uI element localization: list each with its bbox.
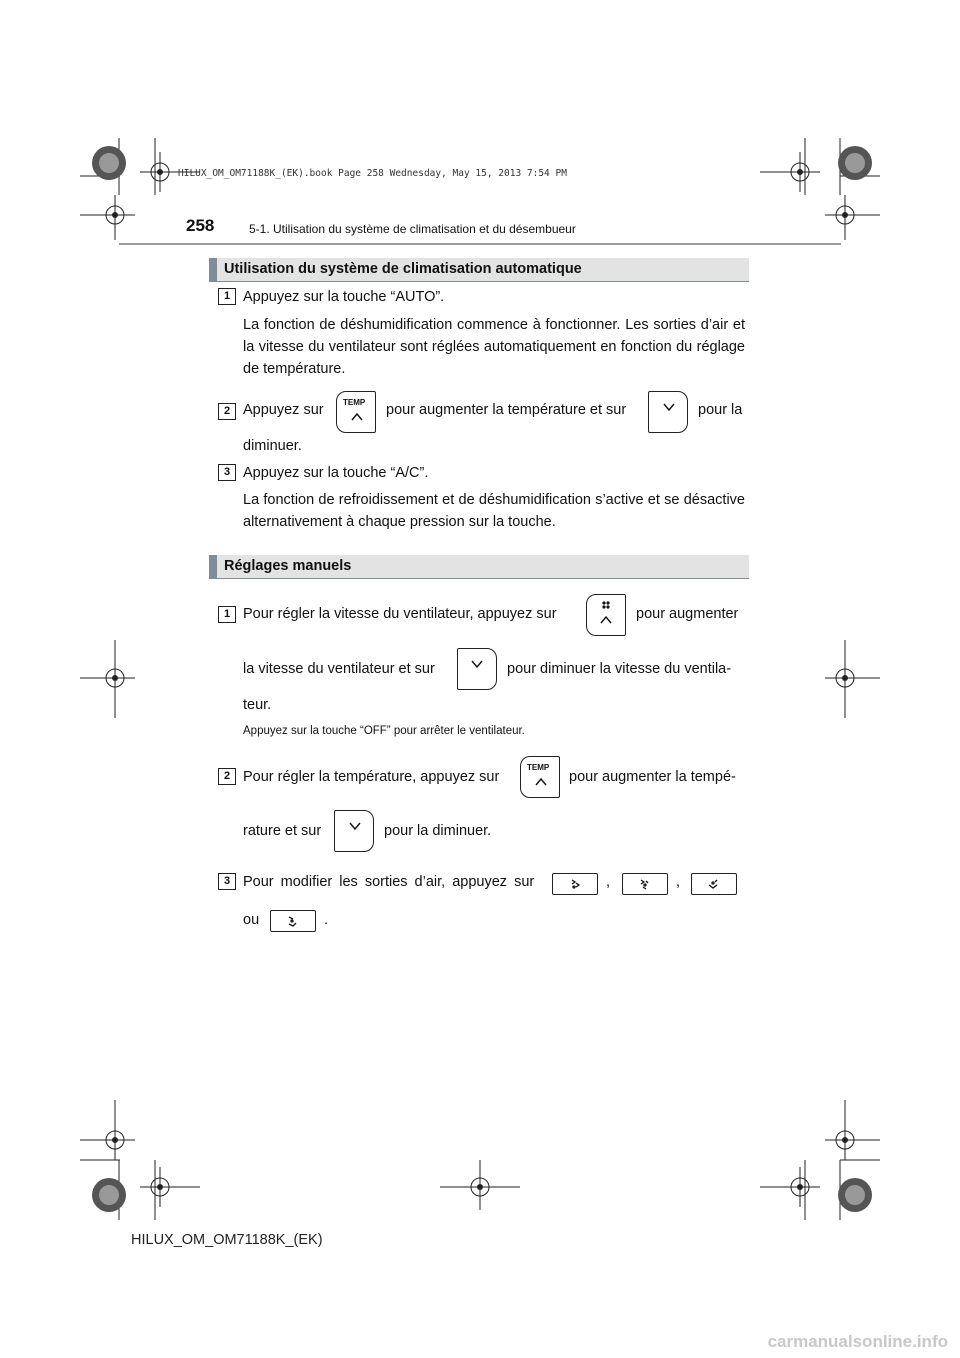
airflow-face-icon <box>552 873 598 895</box>
airflow-feet-windshield-icon <box>270 910 316 932</box>
airflow-bilevel-icon <box>622 873 668 895</box>
step-auto-2-part4: diminuer. <box>243 438 302 454</box>
step-manual-1-part5: teur. <box>243 697 272 713</box>
step-manual-1-note: Appuyez sur la touche “OFF” pour arrêter le ventilateur. <box>243 725 525 737</box>
step-manual-3-sep2: , <box>676 874 681 890</box>
step-auto-3-text: Appuyez sur la touche “A/C”. <box>243 465 429 481</box>
step-auto-1-detail: La fonction de déshumidification commence à fonctionner. Les sorties d’air et la vitesse du ventilateur sont réglées automatiquement en fonction du réglage de température. <box>243 317 745 377</box>
section-auto-header <box>209 258 749 282</box>
step-manual-1-part1: Pour régler la vitesse du ventilateur, appuyez sur <box>243 606 557 622</box>
step-auto-3-number: 3 <box>218 464 236 481</box>
footer-document-id: HILUX_OM_OM71188K_(EK) <box>131 1232 323 1248</box>
step-manual-3-part1: Pour modifier les sorties d’air, appuyez sur <box>243 874 535 890</box>
step-auto-1-text: Appuyez sur la touche “AUTO”. <box>243 289 445 305</box>
step-auto-1-number: 1 <box>218 288 236 305</box>
chapter-title: 5-1. Utilisation du système de climatisation et du désembueur <box>249 222 576 236</box>
step-manual-3-part2: ou <box>243 912 260 928</box>
step-manual-1-number: 1 <box>218 606 236 623</box>
step-auto-2-part2: pour augmenter la température et sur <box>386 402 627 418</box>
step-manual-2-part3: rature et sur <box>243 823 322 839</box>
airflow-feet-icon <box>691 873 737 895</box>
header-rule <box>119 243 841 245</box>
step-auto-3-detail: La fonction de refroidissement et de déshumidification s’active et se désactive alternativement à chaque pression sur la touche. <box>243 492 745 530</box>
temp-label: TEMP <box>343 398 366 407</box>
temp-up-button-icon <box>336 391 376 433</box>
step-manual-1-part3: la vitesse du ventilateur et sur <box>243 661 435 677</box>
step-manual-2-part1: Pour régler la température, appuyez sur <box>243 769 500 785</box>
step-manual-2-part4: pour la diminuer. <box>384 823 492 839</box>
watermark: carmanualsonline.info <box>767 1332 948 1351</box>
temp-label-2: TEMP <box>527 763 550 772</box>
step-manual-2-part2: pour augmenter la tempé- <box>569 769 736 785</box>
step-manual-3-sep1: , <box>606 874 611 890</box>
step-manual-1-part2: pour augmenter <box>636 606 739 622</box>
step-auto-2-number: 2 <box>218 403 236 420</box>
section-auto-title: Utilisation du système de climatisation automatique <box>224 261 582 277</box>
section-manual-header <box>209 555 749 579</box>
section-manual-title: Réglages manuels <box>224 558 352 574</box>
temp-down-button-icon-2 <box>334 810 374 852</box>
step-manual-3-part3: . <box>324 912 329 928</box>
fan-down-button-icon <box>457 648 497 690</box>
temp-up-button-icon-2 <box>520 756 560 798</box>
step-manual-3-number: 3 <box>218 873 236 890</box>
step-auto-2-part3: pour la <box>698 402 743 418</box>
print-header: HILUX_OM_OM71188K_(EK).book Page 258 Wednesday, May 15, 2013 7:54 PM <box>178 168 567 179</box>
page-number: 258 <box>186 216 215 235</box>
step-manual-1-part4: pour diminuer la vitesse du ventila- <box>507 661 732 677</box>
temp-down-button-icon <box>648 391 688 433</box>
fan-up-button-icon <box>586 594 626 636</box>
step-auto-2-part1: Appuyez sur <box>243 402 324 418</box>
step-manual-2-number: 2 <box>218 768 236 785</box>
